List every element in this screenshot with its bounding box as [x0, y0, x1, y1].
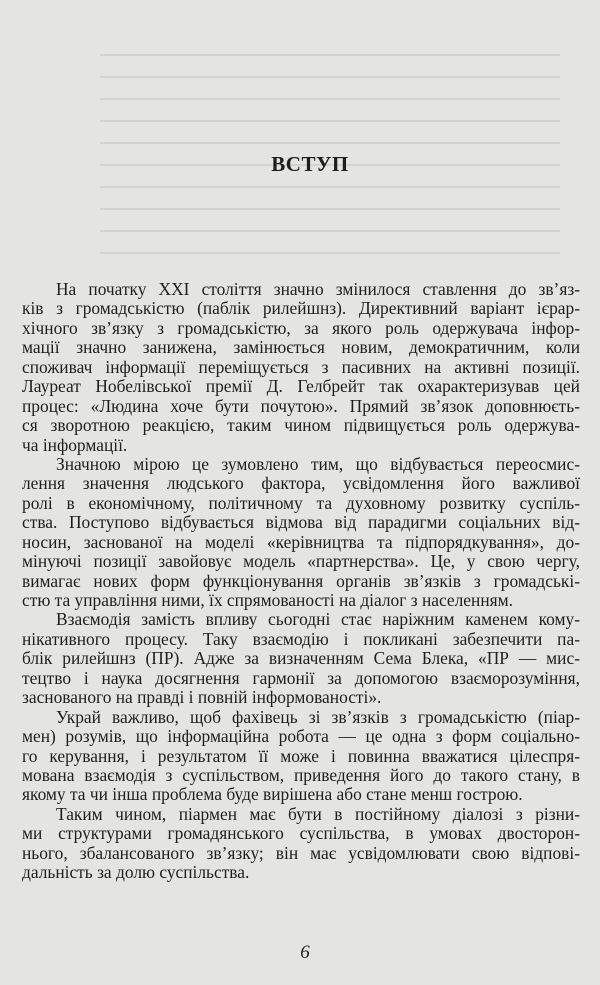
text-line: тецтво і наука досягнення гармонії за допомогою взаєморозуміння, [22, 667, 580, 688]
text-line: дальність за долю суспільства. [22, 862, 250, 883]
paragraph [22, 455, 580, 611]
paragraph [22, 280, 580, 455]
chapter-title: ВСТУП [271, 152, 349, 176]
text-line: ми структурами громадянського суспільства, в умовах двосторон- [22, 823, 580, 844]
text-line: нікативного процесу. Таку взаємодію і покликані забезпечити па- [22, 628, 580, 649]
text-line: Лауреат Нобелівської премії Д. Гелбрейт так охарактеризував цей [22, 376, 580, 397]
paragraph [22, 610, 580, 707]
text-line: мен) розумів, що інформаційна робота — це одна з форм соціально- [22, 726, 580, 747]
text-line: го керування, і результатом її може і повинна вважатися цілеспря- [22, 745, 580, 766]
text-line: ча інформації. [22, 434, 128, 455]
text-line: споживач інформації переміщується з пасивних на активні позиції. [22, 356, 580, 377]
text-line: носин, заснованої на моделі «керівництва та підпорядкування», до- [22, 531, 580, 552]
text-line: На початку XXI століття значно змінилося ставлення до зв’яз- [56, 279, 580, 299]
text-line: заснованого на правді і повній інформованості». [22, 687, 382, 708]
text-line: мінуючі позиції завойовує модель «партнерства». Це, у свою чергу, [22, 551, 580, 572]
text-line: вимагає нових форм функціонування органів зв’язків з громадські- [22, 570, 580, 591]
paragraph [22, 708, 580, 805]
text-line: ролі в економічному, політичному та духовному розвитку суспіль- [22, 492, 580, 513]
text-line: блік рилейшнз (ПР). Адже за визначенням Сема Блека, «ПР — мис- [22, 648, 580, 669]
text-line: якому та чи інша проблема буде вирішена або стане менш гострою. [22, 784, 523, 805]
text-line: ства. Поступово відбувається відмова від парадигми соціальних від- [22, 512, 580, 533]
body-text [22, 280, 580, 883]
text-line: нього, збалансованого зв’язку; він має усвідомлювати свою відпові- [22, 842, 580, 863]
text-line: процес: «Людина хоче бути почутою». Прямий зв’язок доповнюєть- [22, 395, 580, 416]
page-number: 6 [300, 942, 310, 963]
text-line: Значною мірою це зумовлено тим, що відбувається переосмис- [56, 453, 580, 474]
text-line: Украй важливо, щоб фахівець зі зв’язків з громадськістю (піар- [56, 706, 580, 727]
paragraph [22, 805, 580, 883]
text-line: мації значно занижена, замінюється новим, демократичним, коли [22, 337, 580, 358]
text-line: ків з громадськістю (паблік рилейшнз). Директивний варіант ієрар- [22, 298, 580, 319]
text-line: ся зворотною реакцією, таким чином підвищується роль одержува- [22, 415, 580, 436]
text-line: стю та управління ними, їх спрямованості на діалог з населенням. [22, 590, 513, 610]
text-line: хічного зв’язку з громадськістю, за якого роль одержувача інфор- [22, 317, 580, 338]
text-line: лення значення людського фактора, усвідомлення його важливої [22, 473, 580, 494]
text-line: Таким чином, піармен має бути в постійному діалозі з різни- [56, 803, 580, 824]
text-line: мована взаємодія з суспільством, приведення його до такого стану, в [22, 764, 580, 785]
text-line: Взаємодія замість впливу сьогодні стає наріжним каменем кому- [56, 609, 580, 630]
